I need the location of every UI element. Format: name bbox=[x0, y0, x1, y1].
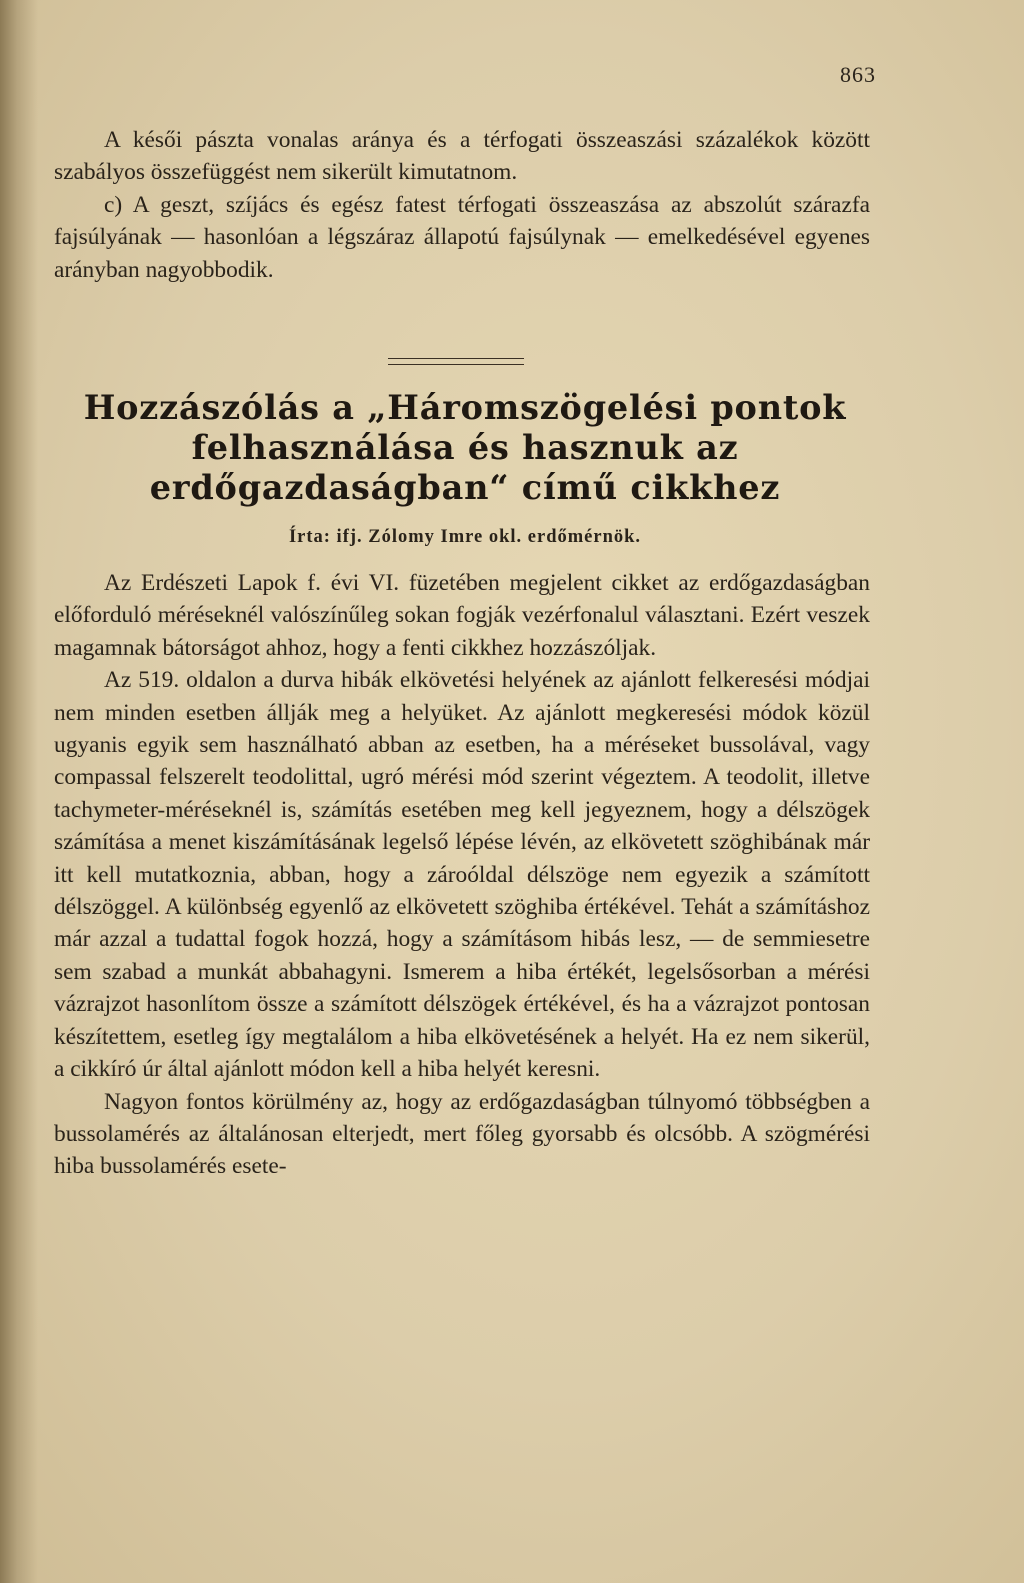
paragraph: Az Erdészeti Lapok f. évi VI. füzetében megjelent cikket az erdőgazdaságban előforduló méréseknél valószínűleg sokan fogják vezérfonalul választani. Ezért veszek magamnak bátorságot ahhoz, hogy a fenti cikkhez hozzászóljak. bbox=[54, 570, 870, 661]
article-byline: Írta: ifj. Zólomy Imre okl. erdőmérnök. bbox=[288, 527, 642, 547]
paragraph: Nagyon fontos körülmény az, hogy az erdőgazdaságban túlnyomó többségben a bussolamérés az általánosan elterjedt, mert főleg gyorsabb és olcsóbb. A szögmérési hiba bussolamérés esete- bbox=[54, 1088, 870, 1180]
binding-shadow bbox=[0, 0, 38, 1583]
section-divider bbox=[388, 358, 524, 365]
page-number: 863 bbox=[840, 62, 876, 87]
paragraph: Az 519. oldalon a durva hibák elkövetési helyének az ajánlott felkeresési módjai nem minden esetben állják meg a helyüket. Az ajánlott megkeresési módok közül ugyanis egyik sem használható abban az esetben, ha a méréseket bussolával, vagy compassal felszerelt teodolittal, ugró mérési mód szerint végeztem. A teodolit, illetve tachymeter-méréseknél is, számítás esetében meg kell jegyeznem, hogy a délszögek számítása a menet kiszámításának legelső lépése lévén, az elkövetett szöghibának már itt kell mutatkoznia, abban, hogy a zároóldal délszöge nem egyezik a számított délszöggel. A különbség egyenlő az elkövetett szöghiba értékével. Tehát a számításhoz már azzal a tudattal fogok hozzá, hogy a számításom hibás lesz, — de semmiesetre sem szabad a munkát abbahagyni. Ismerem a hiba értékét, legelsősorban a mérési vázrajzot hasonlítom össze a számított délszögek értékével, és ha a vázrajzot pontosan készítettem, esetleg így megtalálom a hiba elkövetésének a helyét. Ha ez nem sikerül, a cikkíró úr által ajánlott módon kell a hiba helyét keresni. bbox=[54, 667, 870, 1083]
article-title: Hozzászólás a „Háromszögelési pontok felhasználása és hasznuk az erdőgazdaságban“ című cikkhez bbox=[83, 388, 847, 507]
article-body bbox=[54, 567, 870, 1183]
paragraph: c) A geszt, szíjács és egész fatest térfogati összeaszása az abszolút szárazfa fajsúlyának — hasonlóan a légszáraz állapotú fajsúlynak — emelkedésével egyenes arányban nagyobbodik. bbox=[54, 191, 870, 283]
previous-article-ending bbox=[54, 124, 870, 286]
paragraph: A késői pászta vonalas aránya és a térfogati összeaszási százalékok között szabályos összefüggést nem sikerült kimutatnom. bbox=[54, 127, 870, 186]
